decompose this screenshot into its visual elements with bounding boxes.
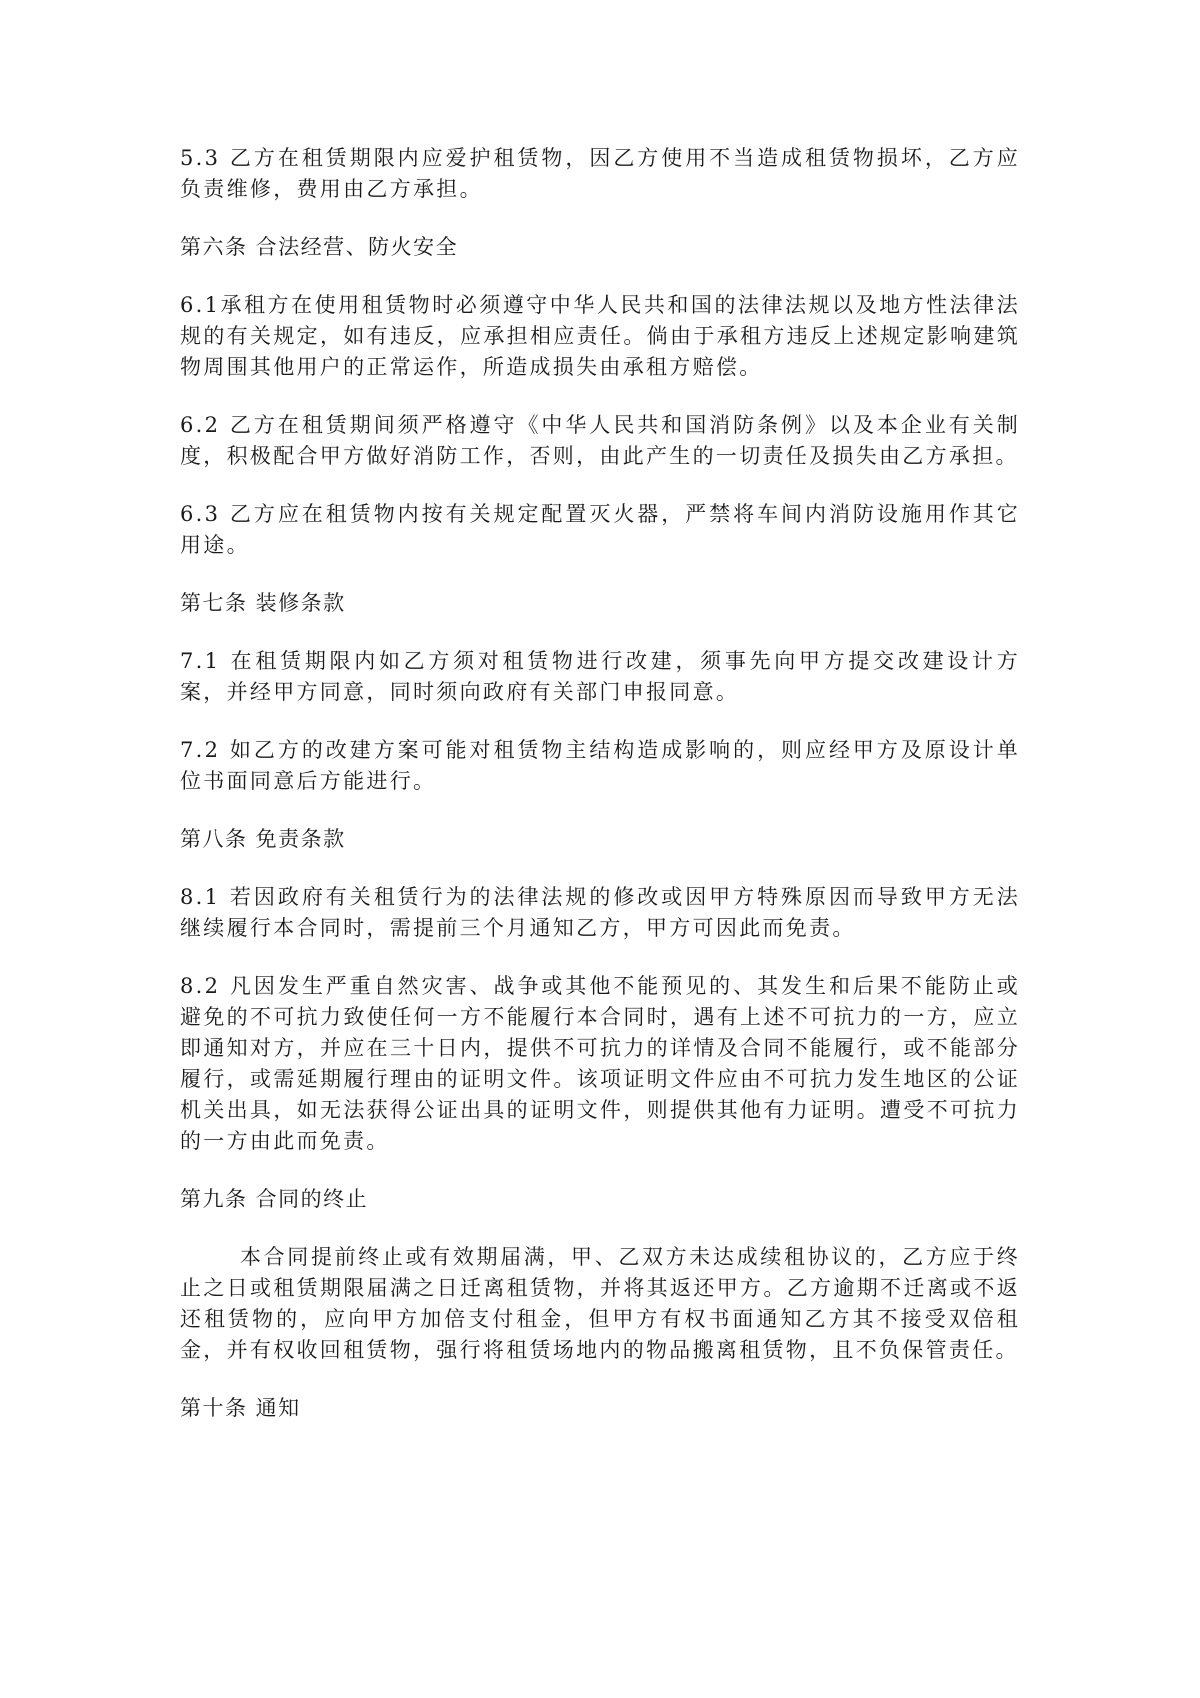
clause-6-1: 6.1承租方在使用租赁物时必须遵守中华人民共和国的法律法规以及地方性法律法规的有关规定，如有违反，应承担相应责任。倘由于承租方违反上述规定影响建筑物周围其他用户的正常运作，所造成损失由承租方赔偿。 <box>180 293 1020 379</box>
article-10-heading: 第十条 通知 <box>180 1396 301 1420</box>
document-body <box>180 143 1020 1451</box>
article-9-body: 本合同提前终止或有效期届满，甲、乙双方未达成续租协议的，乙方应于终止之日或租赁期限届满之日迁离租赁物，并将其返还甲方。乙方逾期不迁离或不返还租赁物的，应向甲方加倍支付租金，但甲方有权书面通知乙方其不接受双倍租金，并有权收回租赁物，强行将租赁场地内的物品搬离租赁物，且不负保管责任。 <box>180 1245 1020 1362</box>
clause-5-3: 5.3 乙方在租赁期限内应爱护租赁物，因乙方使用不当造成租赁物损坏，乙方应负责维修，费用由乙方承担。 <box>180 146 1020 201</box>
clause-7-1: 7.1 在租赁期限内如乙方须对租赁物进行改建，须事先向甲方提交改建设计方案，并经甲方同意，同时须向政府有关部门申报同意。 <box>180 649 1020 704</box>
article-7-heading: 第七条 装修条款 <box>180 591 346 615</box>
clause-8-2: 8.2 凡因发生严重自然灾害、战争或其他不能预见的、其发生和后果不能防止或避免的不可抗力致使任何一方不能履行本合同时，遇有上述不可抗力的一方，应立即通知对方，并应在三十日内，提供不可抗力的详情及合同不能履行，或不能部分履行，或需延期履行理由的证明文件。该项证明文件应由不可抗力发生地区的公证机关出具，如无法获得公证出具的证明文件，则提供其他有力证明。遭受不可抗力的一方由此而免责。 <box>180 974 1020 1153</box>
article-6-heading: 第六条 合法经营、防火安全 <box>180 235 459 259</box>
clause-6-2: 6.2 乙方在租赁期间须严格遵守《中华人民共和国消防条例》以及本企业有关制度，积极配合甲方做好消防工作，否则，由此产生的一切责任及损失由乙方承担。 <box>180 413 1020 468</box>
article-8-heading: 第八条 免责条款 <box>180 827 346 851</box>
clause-6-3: 6.3 乙方应在租赁物内按有关规定配置灭火器，严禁将车间内消防设施用作其它用途。 <box>180 502 1020 557</box>
clause-7-2: 7.2 如乙方的改建方案可能对租赁物主结构造成影响的，则应经甲方及原设计单位书面同意后方能进行。 <box>180 738 1020 793</box>
clause-8-1: 8.1 若因政府有关租赁行为的法律法规的修改或因甲方特殊原因而导致甲方无法继续履行本合同时，需提前三个月通知乙方，甲方可因此而免责。 <box>180 885 1020 940</box>
article-9-heading: 第九条 合同的终止 <box>180 1187 369 1211</box>
